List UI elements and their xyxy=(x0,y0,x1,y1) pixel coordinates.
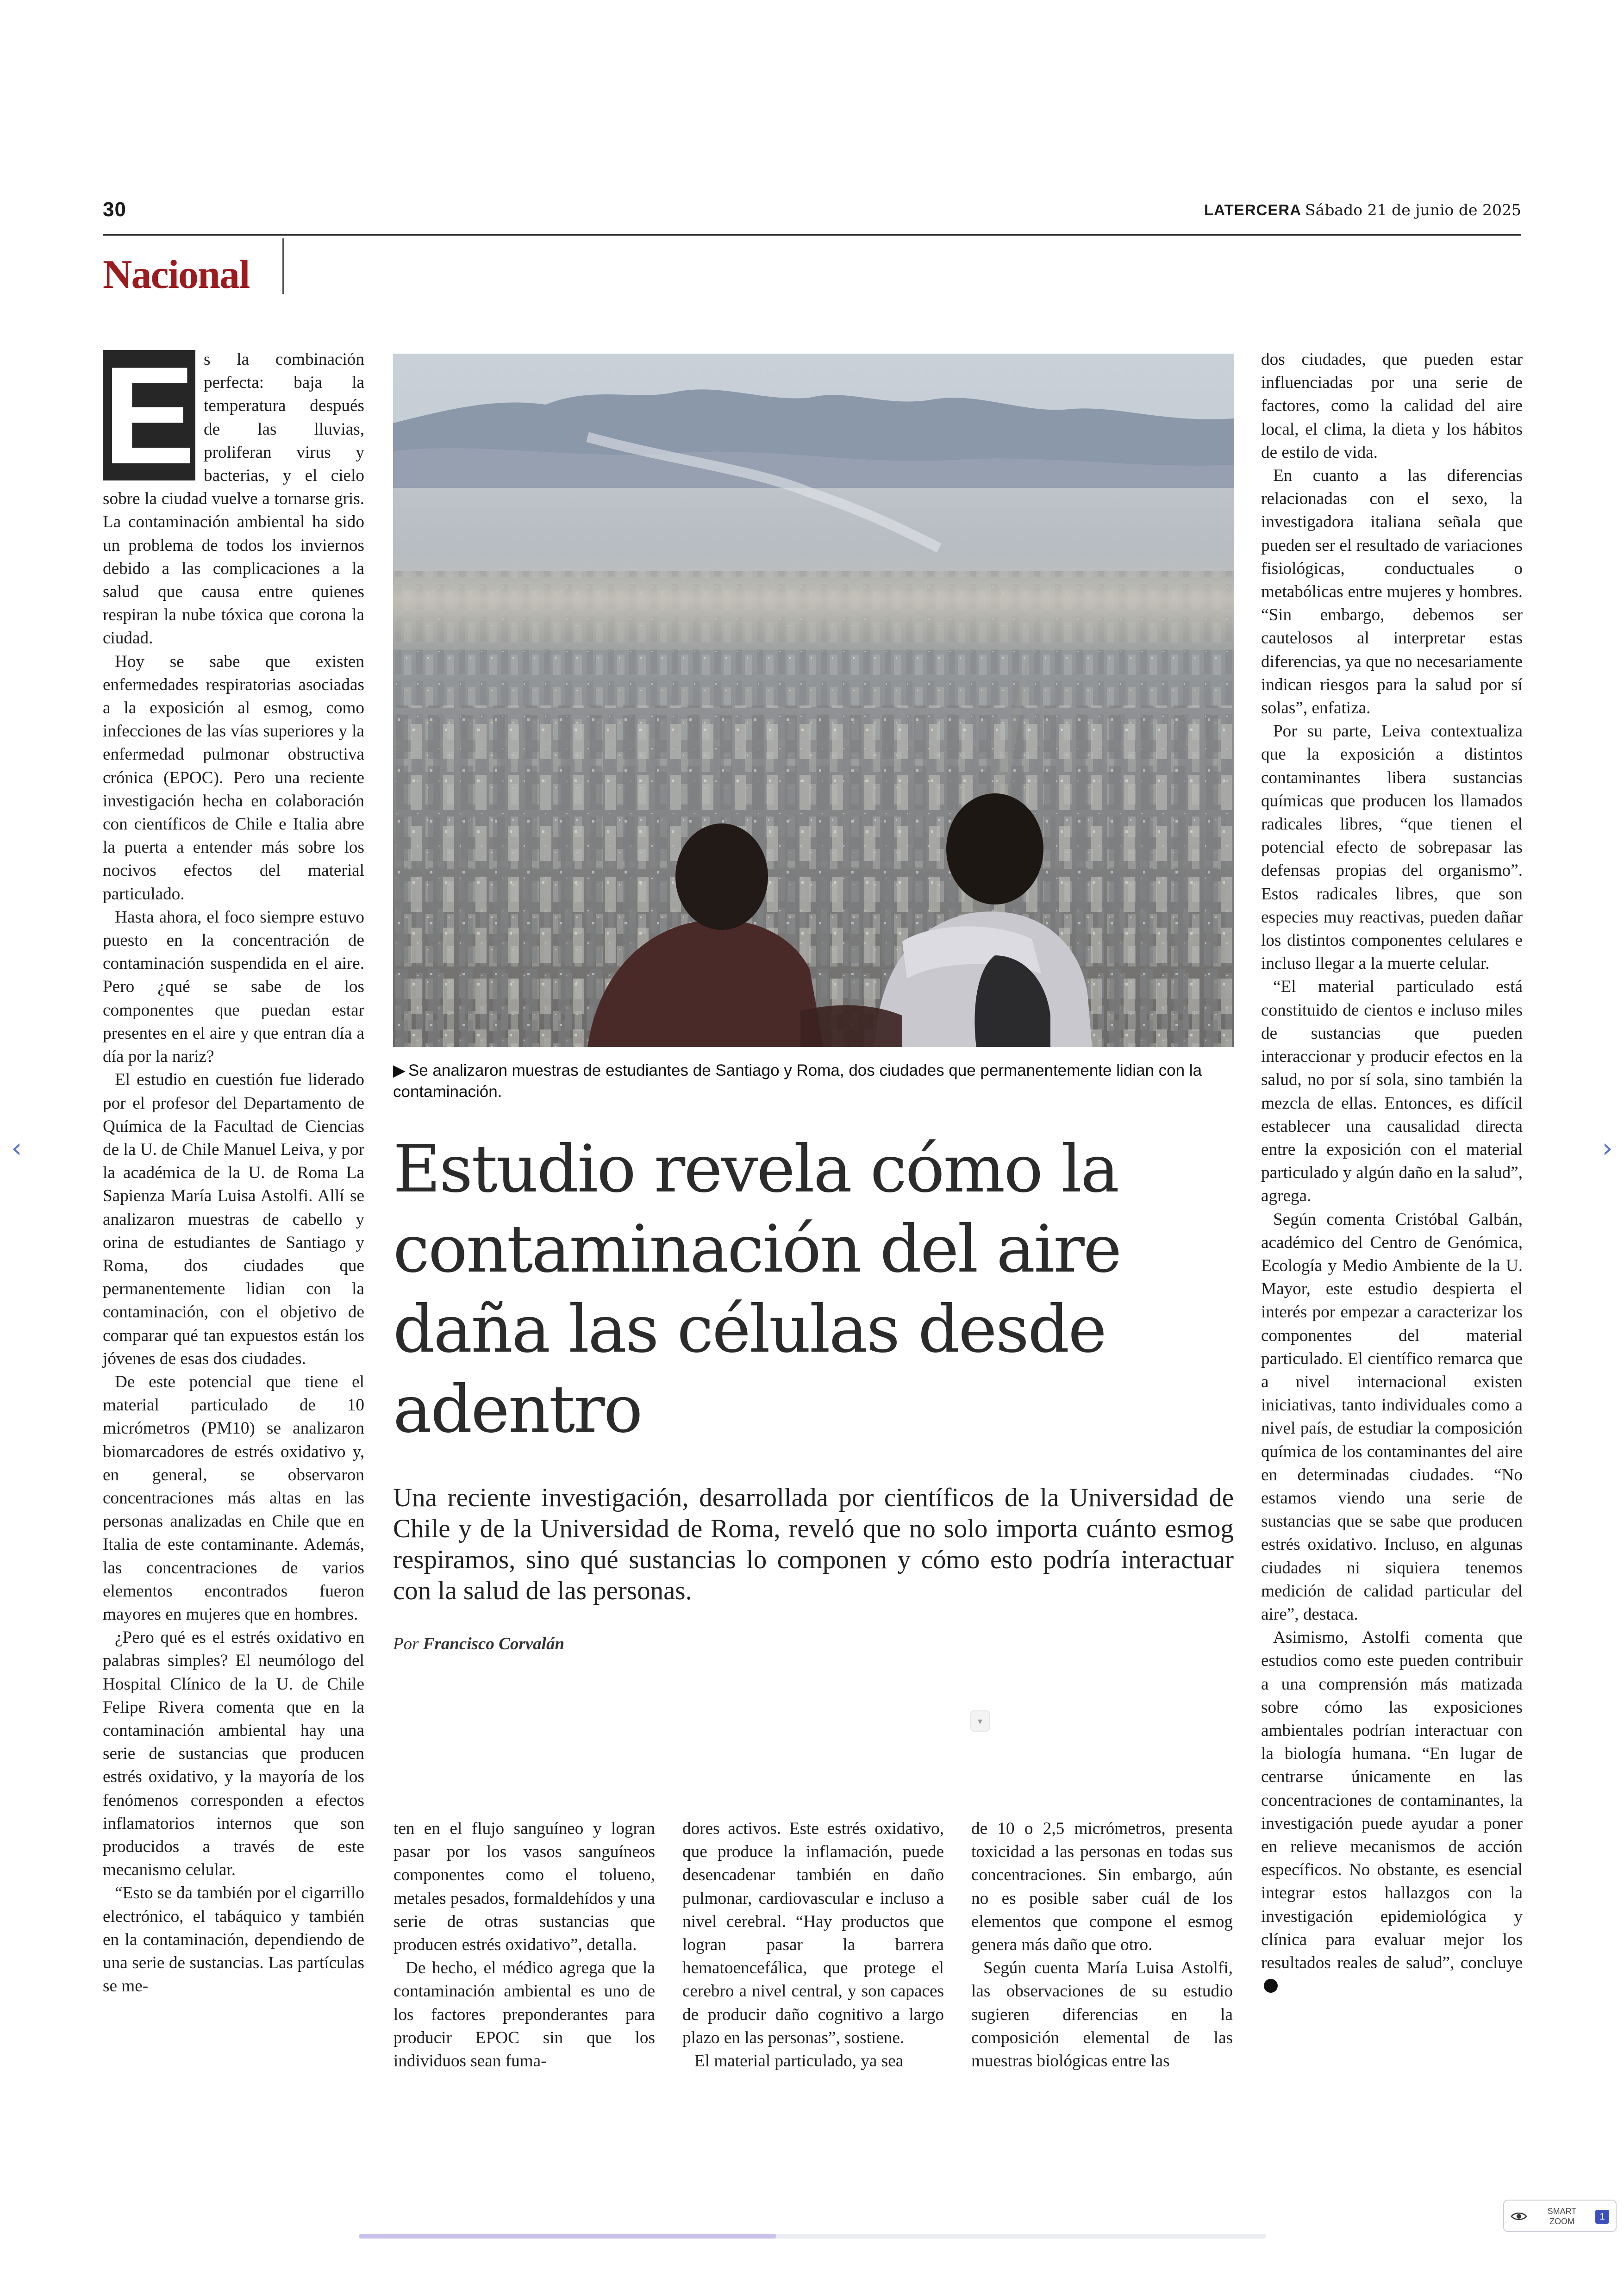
paragraph: Hoy se sabe que existen enfermedades respiratorias asociadas a la exposición al esmog, como infecciones de las vías superiores y la enfermedad pulmonar obstructiva crónica (EPOC). Pero una reciente investigación hecha en colaboración con científicos de Chile e Italia abre la puerta a entender más sobre los nocivos efectos del material particulado. xyxy=(103,652,364,904)
paragraph: El material particulado, ya sea xyxy=(694,2052,904,2071)
article-deck: Una reciente investigación, desarrollada por científicos de la Universidad de Chile y de la Universidad de Roma, reveló que no solo importa cuánto esmog respiramos, sino qué sustancias lo componen y cómo esto podría interactuar con la salud de las personas. xyxy=(393,1483,1234,1605)
paragraph: El estudio en cuestión fue liderado por el profesor del Departamento de Química de la Facultad de Ciencias de la U. de Chile Manuel Leiva, y por la académica de la U. de Roma La Sapienza María Luisa Astolfi. Allí se analizaron muestras de cabello y orina de estudiantes de Santiago y Roma, dos ciudades que permanentemente lidian con la contaminación, con el objetivo de comparar qué tan expuestos están los jóvenes de esas dos ciudades. xyxy=(103,1070,364,1368)
issue-date: Sábado 21 de junio de 2025 xyxy=(1305,201,1521,219)
scrollbar-thumb[interactable] xyxy=(359,2234,776,2239)
page-marker-icon: ▾ xyxy=(970,1710,990,1732)
paragraph: Según cuenta María Luisa Astolfi, las observaciones de su estudio sugieren diferencias en la composición elemental de las muestras biológicas entre las xyxy=(971,1958,1233,2071)
section-divider xyxy=(282,238,284,294)
paragraph: E s la combinación perfecta: baja la temperatura después de las lluvias, proliferan virus y bacterias, y el cielo sobre la ciudad vuelve a tornarse gris. La contaminación ambiental ha sido un problema de todos los inviernos debido a las complicaciones a la salud que causa entre quienes respiran la nube tóxica que corona la ciudad. xyxy=(103,337,364,648)
brand-name: LATERCERA xyxy=(1204,201,1302,218)
smart-zoom-badge: 1 xyxy=(1595,2210,1609,2224)
smog-city-photo xyxy=(393,354,1234,1047)
paragraph: de 10 o 2,5 micrómetros, presenta toxicidad a las personas en todas sus concentraciones. Sin embargo, aún no es posible saber cuál de los elementos que compone el esmog genera más daño que otro. xyxy=(971,1819,1233,1955)
caption-arrow-icon: ▶ xyxy=(393,1061,406,1079)
paragraph: En cuanto a las diferencias relacionadas con el sexo, la investigadora italiana señala que pueden ser el resultado de variaciones fisiológicas, conductuales o metabólicas entre mujeres y hombres. “Sin embargo, debemos ser cautelosos al interpretar estas diferencias, ya que no necesariamente indican riesgos para la salud por sí solas”, enfatiza. xyxy=(1261,466,1523,718)
paragraph: “El material particulado está constituido de cientos e incluso miles de sustancias que pueden interaccionar y producir efectos en la salud, no por sí sola, sino también la mezcla de ellas. Entonces, es difícil establecer una causalidad directa entre la exposición con el material particulado y algún daño en la salud”, agrega. xyxy=(1261,977,1523,1206)
article-photo xyxy=(393,354,1234,1047)
end-of-article-icon xyxy=(1264,1979,1278,1993)
paragraph: Asimismo, Astolfi comenta que estudios como este pueden contribuir a una comprensión más matizada sobre cómo las exposiciones ambientales podrían interactuar con la biología humana. “En lugar de centrarse únicamente en las concentraciones de contaminantes, la investigación puede ayudar a poner en relieve mecanismos de acción específicos. No obstante, es esencial integrar estos hallazgos con la investigación epidemiológica y clínica para evaluar mejor los resultados reales de salud”, concluye xyxy=(1261,1626,1523,1998)
paragraph: De hecho, el médico agrega que la contaminación ambiental es uno de los factores preponderantes para producir EPOC sin que los individuos sean fuma- xyxy=(394,1958,655,2071)
section-label: Nacional xyxy=(103,252,250,297)
paragraph: dos ciudades, que pueden estar influenciadas por una serie de factores, como la calidad del aire local, el clima, la dieta y los hábitos de estilo de vida. xyxy=(1261,350,1523,462)
article-column-bottom-3 xyxy=(971,1817,1233,2073)
paragraph: Hasta ahora, el foco siempre estuvo puesto en la concentración de contaminación suspendida en el aire. Pero ¿qué se sabe de los componentes que puedan estar presentes en el aire y que entran día a día por la nariz? xyxy=(103,907,364,1066)
paragraph: ¿Pero qué es el estrés oxidativo en palabras simples? El neumólogo del Hospital Clínico de la U. de Chile Felipe Rivera comenta que en la contaminación ambiental hay una serie de sustancias que producen estrés oxidativo, y la mayoría de los fenómenos corresponden a efectos inflamatorios internos que son producidos a través de este mecanismo celular. xyxy=(103,1628,364,1880)
byline-prefix: Por xyxy=(393,1634,419,1653)
byline-author: Francisco Corvalán xyxy=(423,1634,565,1653)
smart-zoom-label: SMART ZOOM xyxy=(1547,2207,1577,2226)
article-headline: Estudio revela cómo la contaminación del aire daña las células desde adentro xyxy=(393,1131,1121,1447)
header-rule xyxy=(103,234,1521,236)
paragraph: “Esto se da también por el cigarrillo electrónico, el tabáquico y también en la contaminación, dependiendo de una serie de sustancias. Las partículas se me- xyxy=(103,1883,364,1996)
smart-zoom-button[interactable] xyxy=(1503,2200,1617,2232)
article-column-right xyxy=(1261,348,1523,1998)
paragraph: Según comenta Cristóbal Galbán, académico del Centro de Genómica, Ecología y Medio Ambiente de la U. Mayor, este estudio despierta el interés por empezar a caracterizar los componentes del material particulado. El científico remarca que a nivel internacional existen iniciativas, tanto individuales como a nivel país, de estudiar la composición química de los contaminantes del aire en determinadas ciudades. “No estamos viendo una serie de sustancias que se sabe que producen estrés oxidativo. Incluso, en algunas ciudades ni siquiera tenemos medición de calidad particular del aire”, destaca. xyxy=(1261,1210,1523,1624)
paragraph: dores activos. Este estrés oxidativo, que produce la inflamación, puede desencadenar también en daño pulmonar, cardiovascular e incluso a nivel cerebral. “Hay productos que logran pasar la barrera hematoencefálica, que protege el cerebro a nivel central, y son capaces de producir daño cognitivo a largo plazo en las personas”, sostiene. xyxy=(682,1819,944,2047)
byline xyxy=(393,1634,564,1654)
article-column-bottom-1 xyxy=(394,1817,655,2073)
chevron-left-icon[interactable]: ‹ xyxy=(11,1132,22,1164)
paragraph: Por su parte, Leiva contextualiza que la exposición a distintos contaminantes libera sustancias químicas que producen los llamados radicales libres, “que tienen el potencial efecto de sobrepasar las defensas propias del organismo”. Estos radicales libres, que son especies muy reactivas, pueden dañar los distintos componentes celulares e incluso llegar a la muerte celular. xyxy=(1261,722,1523,973)
chevron-right-icon[interactable]: › xyxy=(1602,1132,1613,1164)
article-column-bottom-2 xyxy=(682,1817,944,2073)
page-number: 30 xyxy=(103,198,126,221)
paragraph: ten en el flujo sanguíneo y logran pasar por los vasos sanguíneos componentes como el tolueno, metales pesados, formaldehídos y una serie de otras sustancias que producen estrés oxidativo”, detalla. xyxy=(394,1819,655,1955)
masthead-date-line xyxy=(1204,201,1521,219)
photo-caption xyxy=(393,1060,1234,1103)
caption-text: Se analizaron muestras de estudiantes de Santiago y Roma, dos ciudades que permanentemente lidian con la contaminación. xyxy=(393,1061,1202,1101)
eye-icon xyxy=(1511,2210,1527,2223)
paragraph: De este potencial que tiene el material particulado de 10 micrómetros (PM10) se analizaron biomarcadores de estrés oxidativo y, en general, se observaron concentraciones más altas en las personas analizadas en Chile que en Italia de este contaminante. Además, las concentraciones de varios elementos encontrados fueron mayores en mujeres que en hombres. xyxy=(103,1372,364,1624)
article-column-left xyxy=(103,337,364,1998)
drop-cap: E xyxy=(103,337,196,493)
